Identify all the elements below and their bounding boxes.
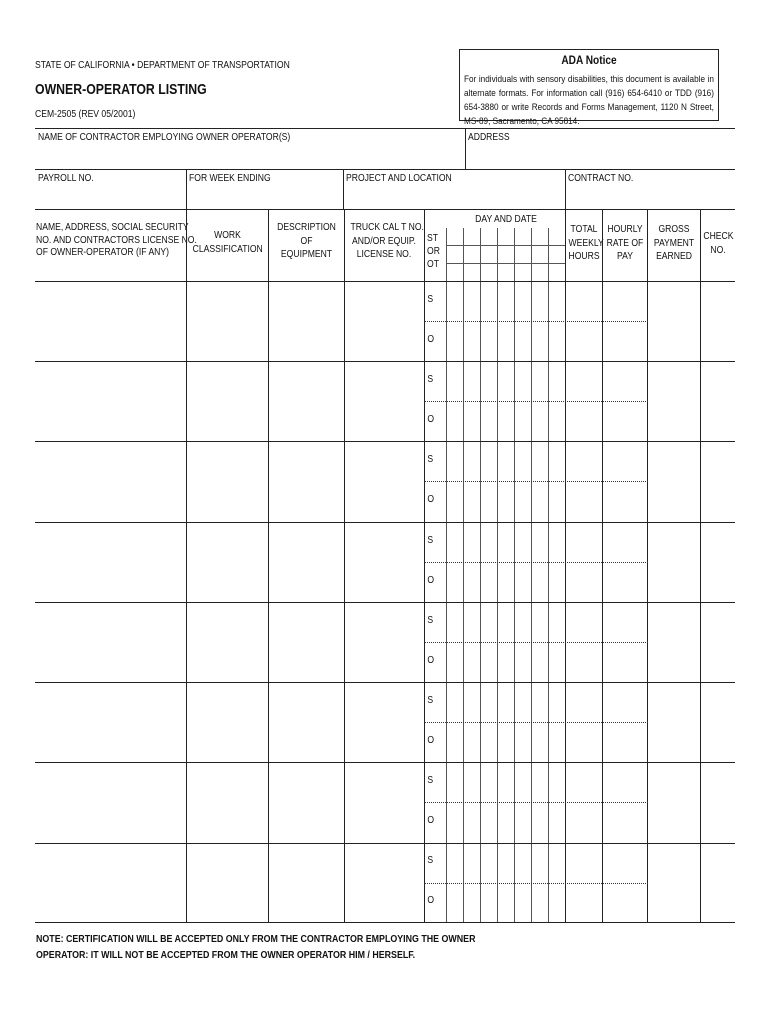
table-row[interactable]	[35, 362, 735, 441]
col-hourly-rate-header: HOURLY RATE OF PAY	[606, 224, 644, 262]
st-label: S	[427, 775, 434, 786]
ot-label: O	[427, 655, 435, 666]
ot-label: O	[427, 494, 435, 505]
table-row[interactable]	[35, 844, 735, 922]
table-row[interactable]	[35, 442, 735, 522]
agency-line: STATE OF CALIFORNIA • DEPARTMENT OF TRANSPORTATION	[35, 60, 290, 71]
table-row[interactable]	[35, 683, 735, 762]
col-total-hours-header: TOTAL WEEKLY HOURS	[568, 224, 604, 262]
col-check-no-header: CHECK NO.	[703, 231, 734, 256]
ot-label: O	[427, 895, 435, 906]
table-row[interactable]	[35, 523, 735, 602]
col-day-date-header: DAY AND DATE	[475, 214, 537, 225]
ot-label: O	[427, 334, 435, 345]
week-ending-field[interactable]	[187, 183, 342, 208]
col-gross-payment-header: GROSS PAYMENT EARNED	[653, 224, 695, 262]
col-name-header: NAME, ADDRESS, SOCIAL SECURITY NO. AND CONTRACTORS LICENSE NO. OF OWNER-OPERATOR (IF ANY)	[36, 222, 197, 258]
certification-note: NOTE: CERTIFICATION WILL BE ACCEPTED ONLY FROM THE CONTRACTOR EMPLOYING THE OWNER OPERATOR: IT WILL NOT BE ACCEPTED FROM THE OWNER OPERATOR HIM / HERSELF.	[36, 934, 476, 961]
ada-notice-text: For individuals with sensory disabilities, this document is available in alternate formats. For information call (916) 654-6410 or TDD (916) 654-3880 or write Records and Forms Management, 1120 N Street, MS-89, Sacramento, CA 95814.	[464, 74, 714, 126]
col-description-header: DESCRIPTION OF EQUIPMENT	[277, 222, 336, 260]
project-location-field[interactable]	[344, 183, 564, 208]
st-label: S	[427, 535, 434, 546]
table-row[interactable]	[35, 282, 735, 361]
col-work-header: WORK CLASSIFICATION	[192, 230, 263, 255]
contractor-name-field[interactable]	[35, 140, 465, 168]
payroll-no-field[interactable]	[35, 183, 185, 208]
form-number: CEM-2505 (REV 05/2001)	[35, 109, 136, 120]
contract-no-label: CONTRACT NO.	[568, 173, 634, 184]
address-label: ADDRESS	[468, 132, 510, 143]
project-location-label: PROJECT AND LOCATION	[346, 173, 452, 184]
ot-label: O	[427, 735, 435, 746]
form-title: OWNER-OPERATOR LISTING	[35, 81, 207, 98]
table-row[interactable]	[35, 603, 735, 682]
ot-label: O	[427, 414, 435, 425]
st-label: S	[427, 374, 434, 385]
ot-label: O	[427, 815, 435, 826]
st-label: S	[427, 855, 434, 866]
st-label: S	[427, 695, 434, 706]
table-row[interactable]	[35, 763, 735, 843]
st-label: S	[427, 454, 434, 465]
ada-notice-box	[459, 49, 719, 126]
contractor-name-label: NAME OF CONTRACTOR EMPLOYING OWNER OPERATOR(S)	[38, 132, 291, 143]
payroll-no-label: PAYROLL NO.	[38, 173, 94, 184]
contract-no-field[interactable]	[566, 183, 735, 208]
st-label: S	[427, 615, 434, 626]
ot-label: O	[427, 575, 435, 586]
st-label: S	[427, 294, 434, 305]
week-ending-label: FOR WEEK ENDING	[189, 173, 271, 184]
address-field[interactable]	[466, 140, 735, 168]
ada-notice-title: ADA Notice	[561, 55, 617, 67]
col-truck-header: TRUCK CAL T NO. AND/OR EQUIP. LICENSE NO.	[350, 222, 424, 260]
col-st-or-ot-header: ST OR OT	[427, 233, 440, 270]
